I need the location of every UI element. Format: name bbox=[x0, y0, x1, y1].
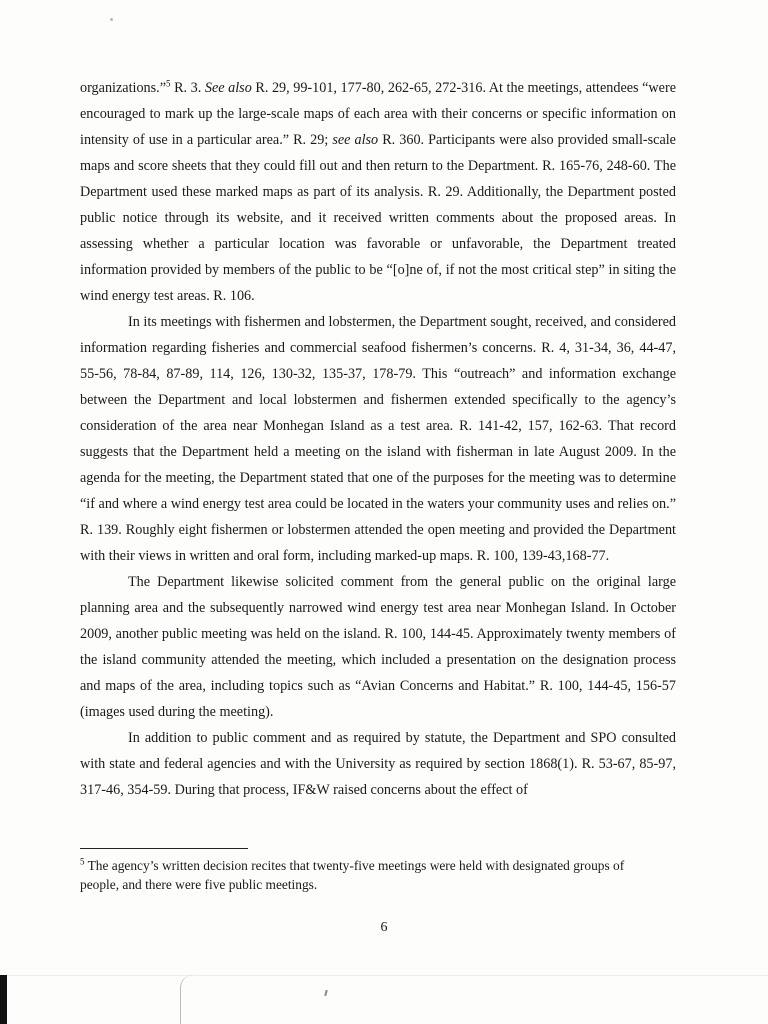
scan-page-curl bbox=[180, 975, 193, 1024]
seg-1: See also bbox=[204, 80, 252, 96]
paragraph-4: In addition to public comment and as required by statute, the Department and SPO consulted with state and federal agencies and with the University as required by section 1868(1). R. 53-67, 85-97, 317-46, 354-59. During that process, IF&W raised concerns about the effect of bbox=[80, 730, 676, 798]
footnote-separator bbox=[80, 848, 248, 849]
scan-edge bbox=[0, 975, 768, 976]
paragraph-3: The Department likewise solicited comment from the general public on the original large planning area and the subsequently narrowed wind energy test area near Monhegan Island. In October 2009, another public meeting was held on the island. R. 100, 144-45. Approximately twenty members of the island community attended the meeting, which included a presentation on the designation process and maps of the area, including topics such as “Avian Concerns and Habitat.” R. 100, 144-45, 156-57 (images used during the meeting). bbox=[80, 574, 676, 720]
page-number: 6 bbox=[380, 920, 388, 935]
seg-4: R. 360. Participants were also provided small-scale maps and score sheets that they could fill out and then return to the Department. R. 165-76, 248-60. The Department used these marked maps as part of its analysis. R. 29. Additionally, the Department posted public notice through its website, and it received written comments about the proposed areas. In assessing whether a particular location was favorable or unfavorable, the Department treated information provided by members of the public to be “[o]ne of, if not the most critical step” in siting the wind energy test areas. R. 106. bbox=[80, 132, 676, 304]
seg-3: see also bbox=[332, 132, 379, 148]
paragraph-1-lead: organizations.” bbox=[80, 80, 167, 96]
footnote bbox=[80, 856, 660, 894]
seg-0: R. 3. bbox=[170, 80, 205, 96]
paragraph-2: In its meetings with fishermen and lobstermen, the Department sought, received, and considered information regarding fisheries and commercial seafood fishermen’s concerns. R. 4, 31-34, 36, 44-47, 55-56, 78-84, 87-89, 114, 126, 130-32, 135-37, 178-79. This “outreach” and information exchange between the Department and local lobstermen and fishermen extended specifically to the agency’s consideration of the area near Monhegan Island as a test area. R. 141-42, 157, 162-63. That record suggests that the Department held a meeting on the island with fisherman in late August 2009. In the agenda for the meeting, the Department stated that one of the purposes for the meeting was to determine “if and where a wind energy test area could be located in the waters your community uses and relies on.” R. 139. Roughly eight fishermen or lobstermen attended the open meeting and provided the Department with their views in written and oral form, including marked-up maps. R. 100, 139-43,168-77. bbox=[80, 314, 676, 564]
scan-binding-mark bbox=[0, 975, 7, 1024]
body-text bbox=[80, 75, 676, 803]
footnote-text: The agency’s written decision recites that twenty-five meetings were held with designated groups of people, and there were five public meetings. bbox=[80, 858, 625, 892]
seg-2: R. 29, 99-101, 177-80, 262-65, 272-316. At the meetings, attendees “were encouraged to mark up the large-scale maps of each area with their concerns or specific information on intensity of use in a particular area.” R. 29; bbox=[80, 80, 676, 148]
footnote-marker: 5 bbox=[80, 856, 85, 867]
scan-speck bbox=[110, 18, 113, 21]
scan-stray-mark bbox=[324, 990, 327, 996]
paragraph-1 bbox=[80, 75, 676, 309]
footnote-reference: 5 bbox=[166, 78, 171, 89]
